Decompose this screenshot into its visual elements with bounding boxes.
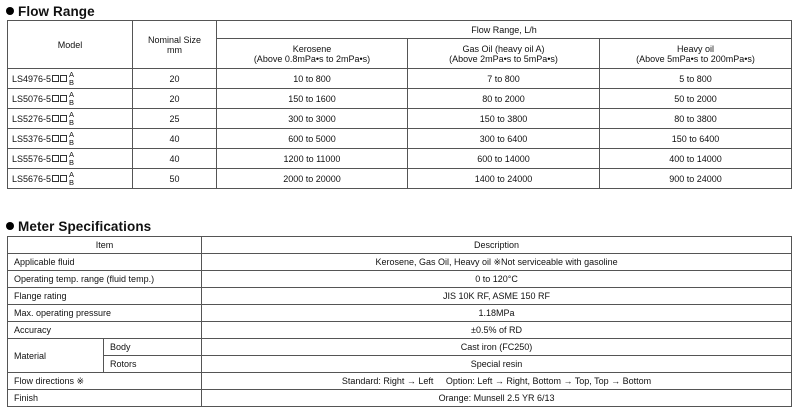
- table-row: [8, 89, 792, 109]
- table-row: [8, 288, 792, 305]
- option-box-icon: [52, 175, 59, 182]
- suffix-a: A: [69, 129, 75, 139]
- suffix-b: B: [69, 137, 75, 147]
- size-cell: 40: [133, 129, 217, 149]
- model-code: [12, 131, 74, 147]
- spec-desc: Orange: Munsell 2.5 YR 6/13: [202, 390, 792, 407]
- spec-subitem: Body: [104, 339, 202, 356]
- gas-oil-cell: 150 to 3800: [408, 109, 600, 129]
- size-cell: 40: [133, 149, 217, 169]
- gas-oil-cell: 300 to 6400: [408, 129, 600, 149]
- flow-range-header: Flow Range, L/h: [217, 21, 792, 39]
- heavy-oil-cell: 900 to 24000: [600, 169, 792, 189]
- table-row: [8, 69, 792, 89]
- table-row: [8, 271, 792, 288]
- option-box-icon: [60, 175, 67, 182]
- gas-oil-name: Gas Oil (heavy oil A): [462, 43, 545, 54]
- size-cell: 25: [133, 109, 217, 129]
- kerosene-cell: 10 to 800: [217, 69, 408, 89]
- item-header: Item: [8, 237, 202, 254]
- spec-desc: Kerosene, Gas Oil, Heavy oil ※Not serviceable with gasoline: [202, 254, 792, 271]
- gas-oil-viscosity: (Above 2mPa•s to 5mPa•s): [449, 53, 558, 64]
- bullet-icon: [6, 222, 14, 230]
- model-cell: [8, 89, 133, 109]
- heavy-oil-cell: 150 to 6400: [600, 129, 792, 149]
- suffix-b: B: [69, 117, 75, 127]
- heavy-oil-name: Heavy oil: [677, 43, 715, 54]
- option-box-icon: [60, 135, 67, 142]
- model-header: Model: [8, 21, 133, 69]
- table-row: [8, 109, 792, 129]
- gas-oil-header: [408, 39, 600, 69]
- kerosene-viscosity: (Above 0.8mPa•s to 2mPa•s): [253, 53, 371, 64]
- spec-desc: Standard: Right → Left Option: Left → Right, Bottom → Top, Top → Bottom: [202, 373, 792, 390]
- suffix-a: A: [69, 169, 75, 179]
- kerosene-cell: 300 to 3000: [217, 109, 408, 129]
- model-cell: [8, 169, 133, 189]
- heavy-oil-header: [600, 39, 792, 69]
- nominal-size-unit: mm: [167, 44, 182, 55]
- suffix-a: A: [69, 109, 75, 119]
- heavy-oil-cell: 400 to 14000: [600, 149, 792, 169]
- meter-spec-table: [7, 236, 792, 407]
- model-number: LS5276-5: [12, 113, 52, 124]
- spec-item: Accuracy: [8, 322, 202, 339]
- flow-range-table: [7, 20, 792, 189]
- option-box-icon: [52, 95, 59, 102]
- model-cell: [8, 129, 133, 149]
- meter-spec-title: Meter Specifications: [18, 218, 152, 234]
- spec-desc: Special resin: [202, 356, 792, 373]
- table-row: [8, 339, 792, 356]
- spec-desc: JIS 10K RF, ASME 150 RF: [202, 288, 792, 305]
- option-box-icon: [60, 155, 67, 162]
- table-row: [8, 373, 792, 390]
- model-code: [12, 71, 74, 87]
- gas-oil-cell: 600 to 14000: [408, 149, 600, 169]
- spec-item: Material: [8, 339, 104, 373]
- option-box-icon: [52, 155, 59, 162]
- variant-suffix: [69, 91, 74, 107]
- kerosene-header: [217, 39, 408, 69]
- description-header: Description: [202, 237, 792, 254]
- table-row: [8, 254, 792, 271]
- heavy-oil-cell: 80 to 3800: [600, 109, 792, 129]
- suffix-a: A: [69, 69, 75, 79]
- option-box-icon: [52, 135, 59, 142]
- flow-range-title: Flow Range: [18, 3, 95, 19]
- model-cell: [8, 69, 133, 89]
- model-number: LS5576-5: [12, 153, 52, 164]
- suffix-a: A: [69, 89, 75, 99]
- spec-subitem: Rotors: [104, 356, 202, 373]
- gas-oil-cell: 80 to 2000: [408, 89, 600, 109]
- option-box-icon: [60, 95, 67, 102]
- gas-oil-cell: 7 to 800: [408, 69, 600, 89]
- size-cell: 20: [133, 89, 217, 109]
- size-cell: 20: [133, 69, 217, 89]
- table-row: [8, 390, 792, 407]
- suffix-b: B: [69, 97, 75, 107]
- suffix-b: B: [69, 157, 75, 167]
- variant-suffix: [69, 171, 74, 187]
- suffix-b: B: [69, 77, 75, 87]
- kerosene-name: Kerosene: [292, 43, 332, 54]
- option-box-icon: [52, 75, 59, 82]
- heavy-oil-viscosity: (Above 5mPa•s to 200mPa•s): [636, 53, 755, 64]
- size-cell: 50: [133, 169, 217, 189]
- model-code: [12, 91, 74, 107]
- variant-suffix: [69, 111, 74, 127]
- model-number: LS5376-5: [12, 133, 52, 144]
- spec-desc: 0 to 120°C: [202, 271, 792, 288]
- suffix-a: A: [69, 149, 75, 159]
- suffix-b: B: [69, 177, 75, 187]
- table-row: [8, 149, 792, 169]
- model-number: LS5676-5: [12, 173, 52, 184]
- model-cell: [8, 109, 133, 129]
- kerosene-cell: 2000 to 20000: [217, 169, 408, 189]
- nominal-size-header: [133, 21, 217, 69]
- model-cell: [8, 149, 133, 169]
- kerosene-cell: 1200 to 11000: [217, 149, 408, 169]
- meter-spec-heading: [6, 217, 151, 235]
- spec-desc: Cast iron (FC250): [202, 339, 792, 356]
- flow-range-heading: [6, 2, 95, 20]
- bullet-icon: [6, 7, 14, 15]
- model-code: [12, 151, 74, 167]
- table-row: [8, 356, 792, 373]
- spec-desc: 1.18MPa: [202, 305, 792, 322]
- heavy-oil-cell: 5 to 800: [600, 69, 792, 89]
- kerosene-cell: 150 to 1600: [217, 89, 408, 109]
- kerosene-cell: 600 to 5000: [217, 129, 408, 149]
- spec-item: Finish: [8, 390, 202, 407]
- variant-suffix: [69, 131, 74, 147]
- spec-desc: ±0.5% of RD: [202, 322, 792, 339]
- heavy-oil-cell: 50 to 2000: [600, 89, 792, 109]
- option-box-icon: [60, 115, 67, 122]
- option-box-icon: [52, 115, 59, 122]
- spec-item: Max. operating pressure: [8, 305, 202, 322]
- model-number: LS4976-5: [12, 73, 52, 84]
- model-code: [12, 171, 74, 187]
- table-row: [8, 305, 792, 322]
- model-code: [12, 111, 74, 127]
- variant-suffix: [69, 71, 74, 87]
- gas-oil-cell: 1400 to 24000: [408, 169, 600, 189]
- spec-item: Applicable fluid: [8, 254, 202, 271]
- spec-item: Operating temp. range (fluid temp.): [8, 271, 202, 288]
- table-row: [8, 322, 792, 339]
- variant-suffix: [69, 151, 74, 167]
- table-row: [8, 129, 792, 149]
- model-number: LS5076-5: [12, 93, 52, 104]
- spec-item: Flow directions ※: [8, 373, 202, 390]
- spec-item: Flange rating: [8, 288, 202, 305]
- table-row: [8, 169, 792, 189]
- option-box-icon: [60, 75, 67, 82]
- nominal-size-label: Nominal Size: [147, 34, 202, 45]
